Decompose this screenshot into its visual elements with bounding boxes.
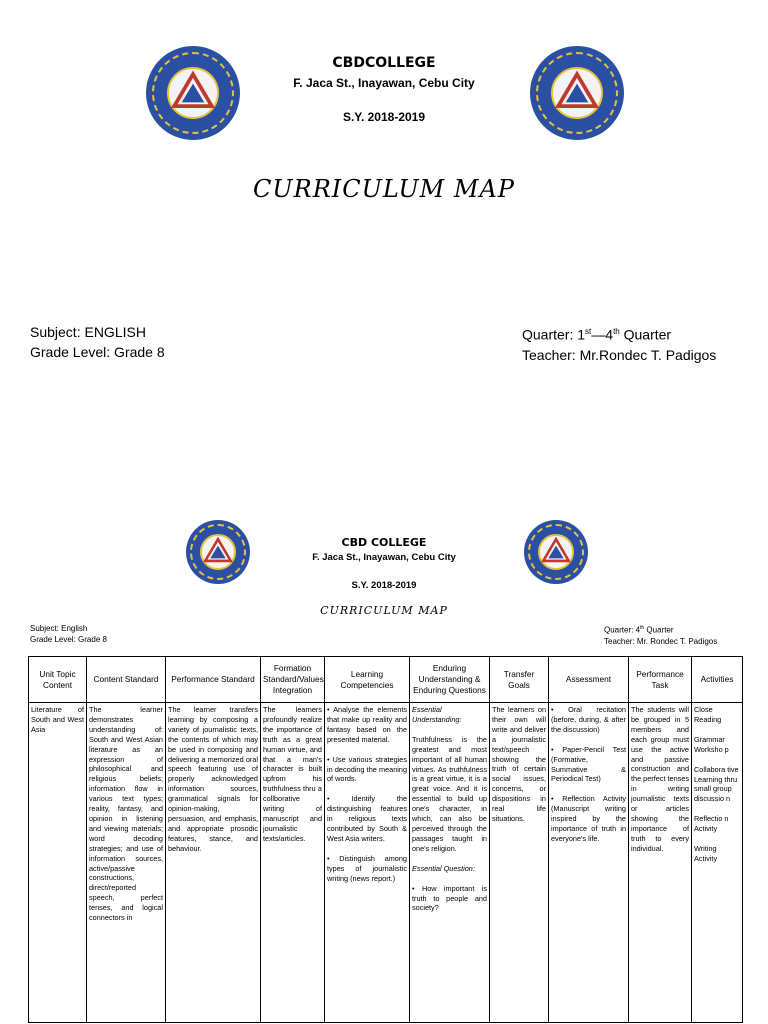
transfer-goals-cell: The learners on their own will write and deliver a journalistic text/speech showing the truth of certain social issues, concerns, or dispositions in real life situations. bbox=[490, 703, 549, 1023]
column-header: Performance Standard bbox=[166, 657, 261, 703]
column-header: Formation Standard/Values Integration bbox=[261, 657, 325, 703]
assessment-cell bbox=[549, 703, 629, 1023]
curriculum-map-table bbox=[28, 656, 743, 1023]
activity-item: Writing Activity bbox=[694, 844, 718, 863]
school-year-2: S.Y. 2018-2019 bbox=[351, 580, 417, 591]
column-header: Activities bbox=[692, 657, 743, 703]
content-standard-cell: The learner demonstrates understanding of: South and West Asian literature as an expression of philosophical and religious beliefs; information flow in various text types; reality, fantasy, and opinion in listening and viewing materials; word decoding strategies; and use of information sources, active/passive constructions, direct/reported speech, perfect tenses, and logical connectors in bbox=[87, 703, 166, 1023]
column-header: Content Standard bbox=[87, 657, 166, 703]
subject-grade-block bbox=[30, 322, 165, 362]
activities-cell bbox=[692, 703, 743, 1023]
performance-task-cell: The students will be grouped in 5 members and each group must use the active and passive construction and the perfect tenses in writing journalistic texts or articles showing the importance of truth to every individual. bbox=[629, 703, 692, 1023]
teacher-label: Teacher: Mr.Rondec T. Padigos bbox=[522, 346, 717, 363]
activity-item: Reflectio n Activity bbox=[694, 814, 729, 834]
college-name-2: CBD COLLEGE bbox=[341, 536, 427, 549]
teacher-label-2: Teacher: Mr. Rondec T. Padigos bbox=[604, 636, 718, 646]
school-year: S.Y. 2018-2019 bbox=[342, 110, 426, 124]
essential-understanding-text: Truthfulness is the greatest and most important of all human virtues. As truthfulness is a great virtue, it is a great voice. And it is essential to build up one's character, in which, can also be perceived through the passages taught in one's religion. bbox=[412, 734, 487, 853]
competency-item: • Analyse the elements that make up reality and fantasy based on the presented material. bbox=[327, 705, 407, 744]
formation-standard-cell: The learners profoundly realize the importance of truth as a great human virtue, and that a man's character is built upfrom his truthfulness thru a collborative writing of manuscript and journalistic texts/articles. bbox=[261, 703, 325, 1023]
table-header-row bbox=[29, 657, 743, 703]
essential-question-label: Essential Question: bbox=[412, 863, 475, 873]
grade-level-label: Grade Level: Grade 8 bbox=[30, 344, 165, 360]
college-name: CBDCOLLEGE bbox=[332, 55, 436, 71]
page-title-2: CURRICULUM MAP bbox=[320, 604, 448, 617]
column-header: Transfer Goals bbox=[490, 657, 549, 703]
unit-topic-cell: Literature of South and West Asia bbox=[29, 703, 87, 1023]
activity-item: Close Reading bbox=[694, 705, 722, 724]
subject-grade-block-2 bbox=[30, 623, 107, 645]
table-row bbox=[29, 703, 743, 1023]
subject-label-2: Subject: English bbox=[30, 624, 88, 633]
college-address-2: F. Jaca St., Inayawan, Cebu City bbox=[312, 552, 456, 563]
assessment-item: • Reflection Activity (Manuscript writing inspired by the importance of truth in everyone's life. bbox=[551, 794, 626, 843]
essential-understanding-label: Essential Understanding: bbox=[412, 705, 462, 724]
learning-competencies-cell bbox=[325, 703, 410, 1023]
column-header: Assessment bbox=[549, 657, 629, 703]
grade-level-label-2: Grade Level: Grade 8 bbox=[30, 635, 107, 644]
assessment-item: • Oral recitation (before, during, & after the discussion) bbox=[551, 705, 626, 734]
performance-standard-cell: The learner transfers learning by composing a variety of journalistic texts, the contents of which may be used in composing and delivering a memorized oral speech featuring use of properly acknowledged information sources, grammatical signals for opinion-making, persuasion, and emphasis, and appropriate prosodic features, stance, and behaviour. bbox=[166, 703, 261, 1023]
column-header: Unit Topic Content bbox=[29, 657, 87, 703]
quarter-label-2: Quarter: 4th Quarter bbox=[604, 625, 674, 635]
quarter-label: Quarter: 1st—4th Quarter bbox=[522, 326, 672, 343]
competency-item: • Use various strategies in decoding the meaning of words. bbox=[327, 754, 407, 784]
activity-item: Grammar Worksho p bbox=[694, 734, 729, 754]
subject-label: Subject: ENGLISH bbox=[30, 324, 146, 340]
column-header: Performance Task bbox=[629, 657, 692, 703]
competency-item: • Distinguish among types of journalistic writing (news report.) bbox=[327, 853, 407, 883]
column-header: Enduring Understanding & Enduring Questions bbox=[410, 657, 490, 703]
quarter-teacher-block bbox=[522, 322, 716, 365]
assessment-item: • Paper-Pencil Test (Formative, Summative & Periodical Test) bbox=[551, 744, 626, 784]
column-header: Learning Competencies bbox=[325, 657, 410, 703]
essential-question-text: • How important is truth to people and society? bbox=[412, 883, 487, 913]
quarter-teacher-block-2 bbox=[604, 623, 717, 647]
college-address: F. Jaca St., Inayawan, Cebu City bbox=[293, 76, 475, 90]
page-title: CURRICULUM MAP bbox=[253, 175, 515, 203]
activity-item: Collabora tive Learning thru small group discussio n bbox=[694, 764, 739, 804]
competency-item: • Identify the distinguishing features in religious texts contributed by South & West Asia writers. bbox=[327, 794, 407, 843]
enduring-understanding-cell bbox=[410, 703, 490, 1023]
